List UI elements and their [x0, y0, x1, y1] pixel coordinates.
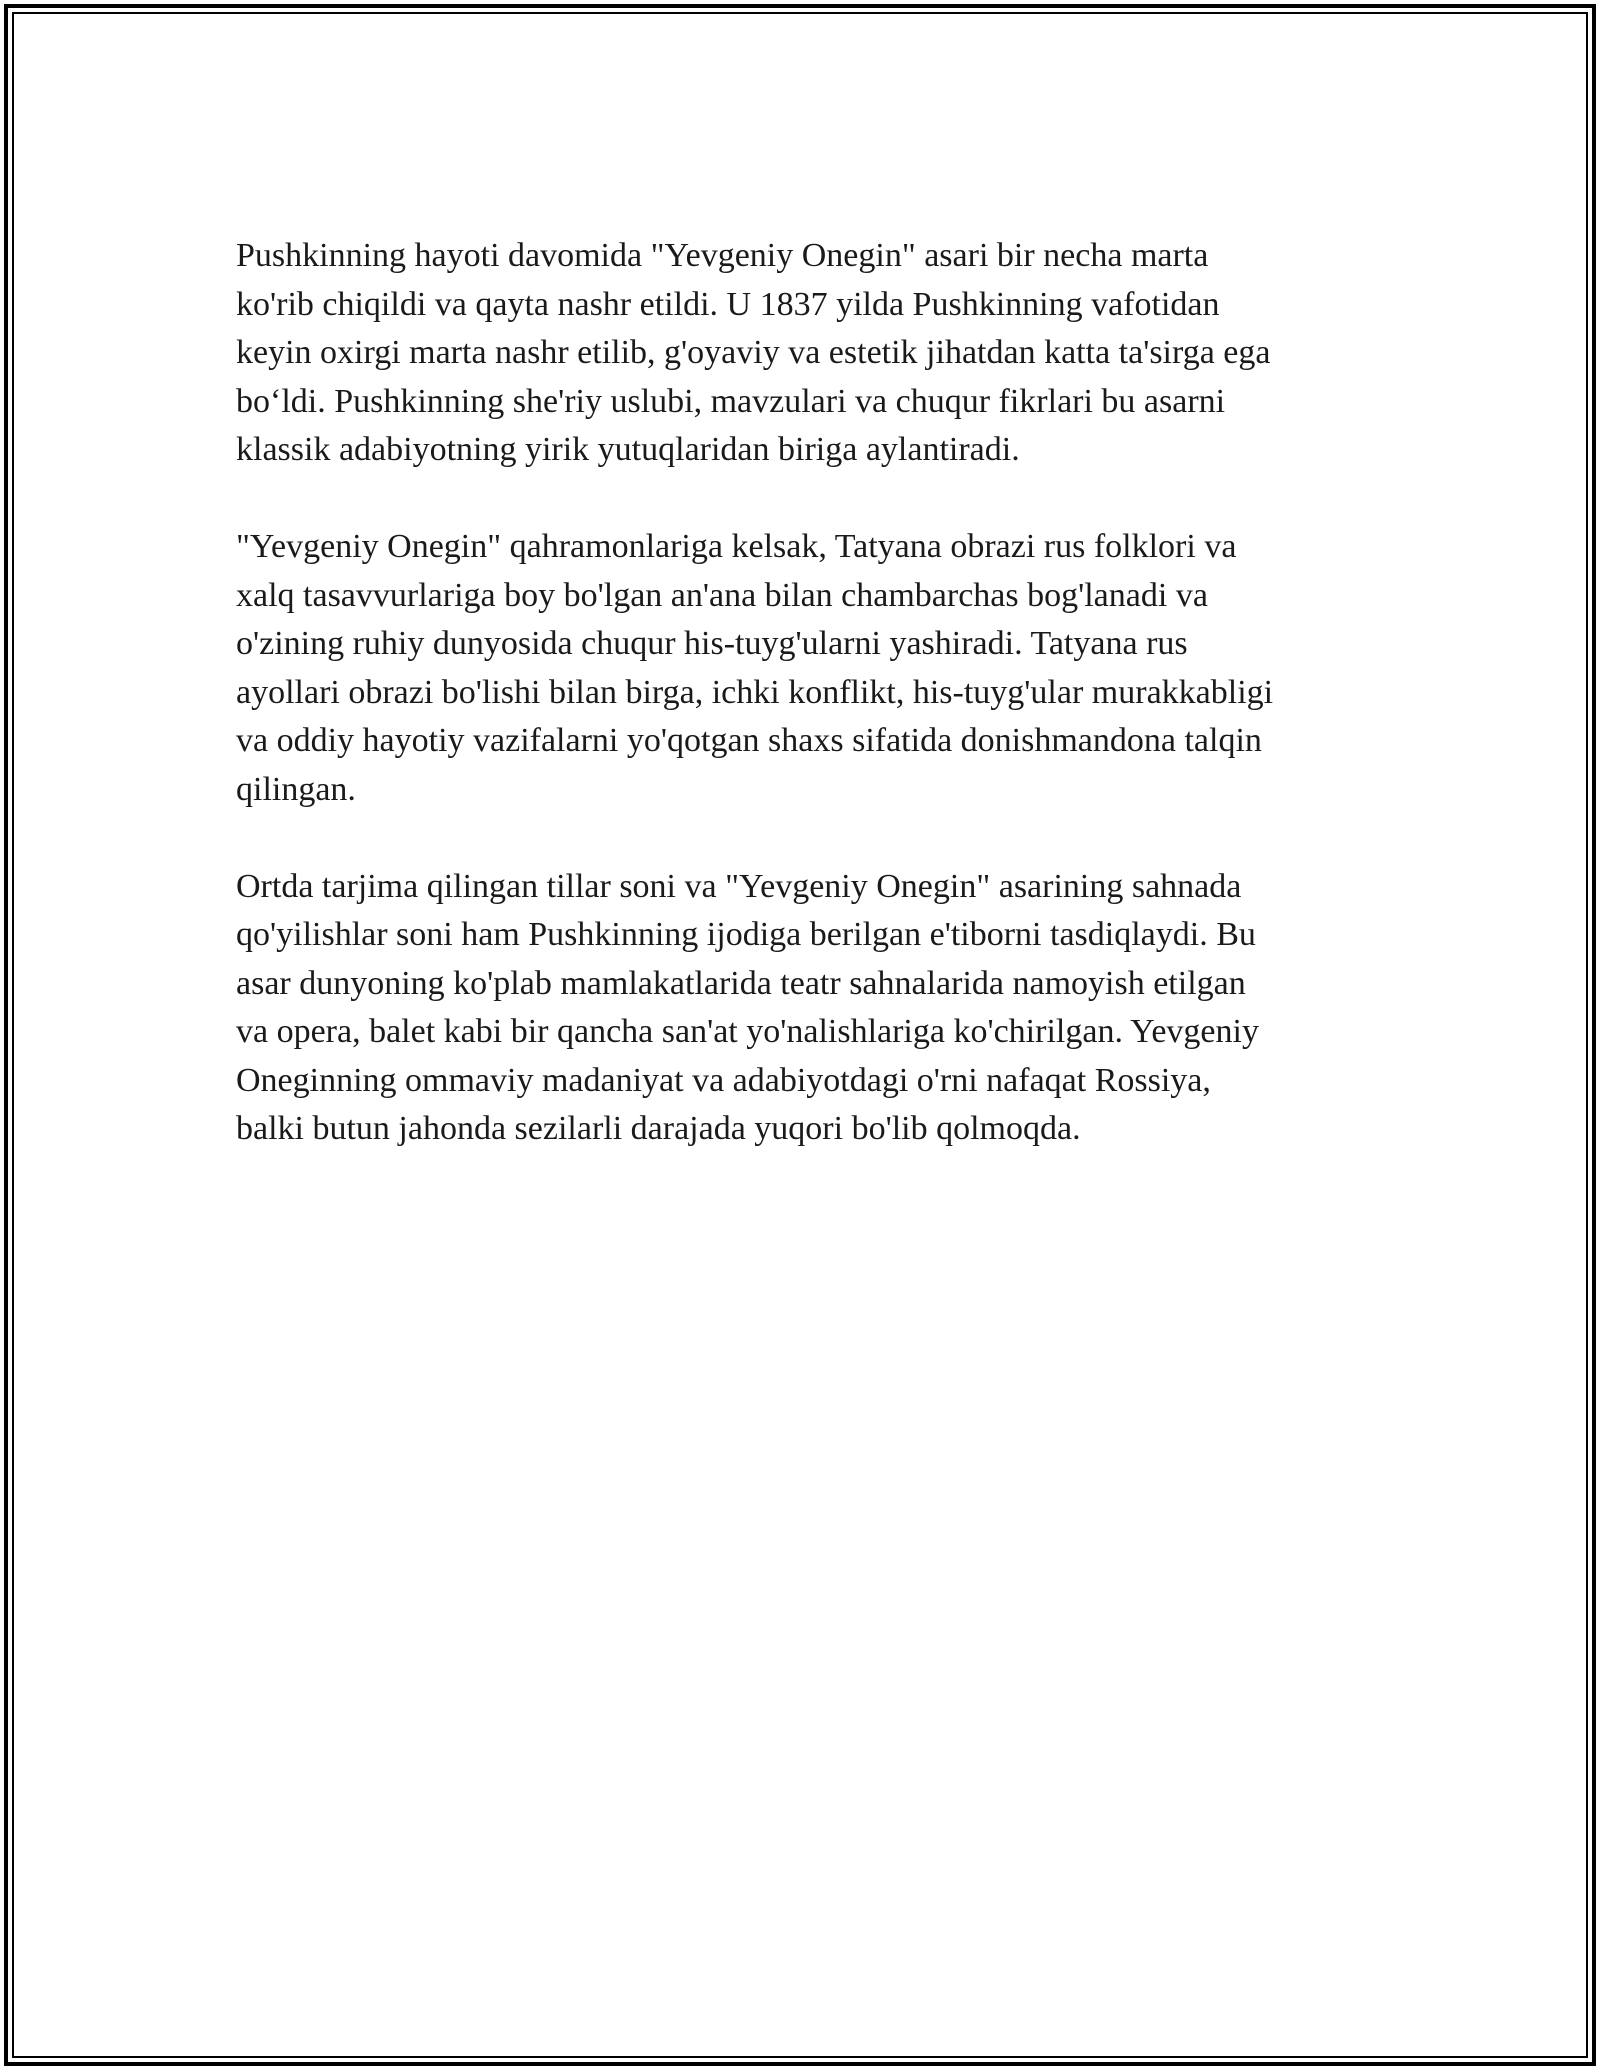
paragraph-line: ayollari obrazi bo'lishi bilan birga, ichki konflikt, his-tuyg'ular murakkabligi	[236, 673, 1274, 711]
paragraph-line: va opera, balet kabi bir qancha san'at yo'nalishlariga ko'chirilgan. Yevgeniy	[236, 1013, 1259, 1050]
paragraph-line: o'zining ruhiy dunyosida chuqur his-tuyg'ularni yashiradi. Tatyana rus	[236, 625, 1188, 662]
paragraph-line: Pushkinning hayoti davomida "Yevgeniy Onegin" asari bir necha marta	[236, 237, 1209, 274]
paragraph-3	[236, 863, 1366, 1154]
paragraph-line: Oneginning ommaviy madaniyat va adabiyotdagi o'rni nafaqat Rossiya,	[236, 1061, 1211, 1099]
paragraph-line: ko'rib chiqildi va qayta nashr etildi. U 1837 yilda Pushkinning vafotidan	[236, 285, 1220, 323]
paragraph-line: keyin oxirgi marta nashr etilib, g'oyaviy va estetik jihatdan katta ta'sirga ega	[236, 334, 1271, 371]
paragraph-line: va oddiy hayotiy vazifalarni yo'qotgan shaxs sifatida donishmandona talqin	[236, 722, 1262, 759]
paragraph-line: balki butun jahonda sezilarli darajada yuqori bo'lib qolmoqda.	[236, 1110, 1081, 1147]
paragraph-line: asar dunyoning ko'plab mamlakatlarida teatr sahnalarida namoyish etilgan	[236, 964, 1246, 1002]
paragraph-line: klassik adabiyotning yirik yutuqlaridan biriga aylantiradi.	[236, 431, 1020, 468]
paragraph-2	[236, 523, 1366, 814]
paragraph-line: xalq tasavvurlariga boy bo'lgan an'ana bilan chambarchas bog'lanadi va	[236, 576, 1208, 614]
paragraph-line: qilingan.	[236, 770, 356, 808]
paragraph-1	[236, 232, 1366, 475]
paragraph-line: Ortda tarjima qilingan tillar soni va "Yevgeniy Onegin" asarining sahnada	[236, 867, 1242, 905]
document-body	[236, 232, 1366, 1202]
paragraph-line: "Yevgeniy Onegin" qahramonlariga kelsak, Tatyana obrazi rus folklori va	[236, 528, 1237, 565]
paragraph-line: bo‘ldi. Pushkinning she'riy uslubi, mavzulari va chuqur fikrlari bu asarni	[236, 382, 1226, 420]
paragraph-line: qo'yilishlar soni ham Pushkinning ijodiga berilgan e'tiborni tasdiqlaydi. Bu	[236, 916, 1256, 953]
